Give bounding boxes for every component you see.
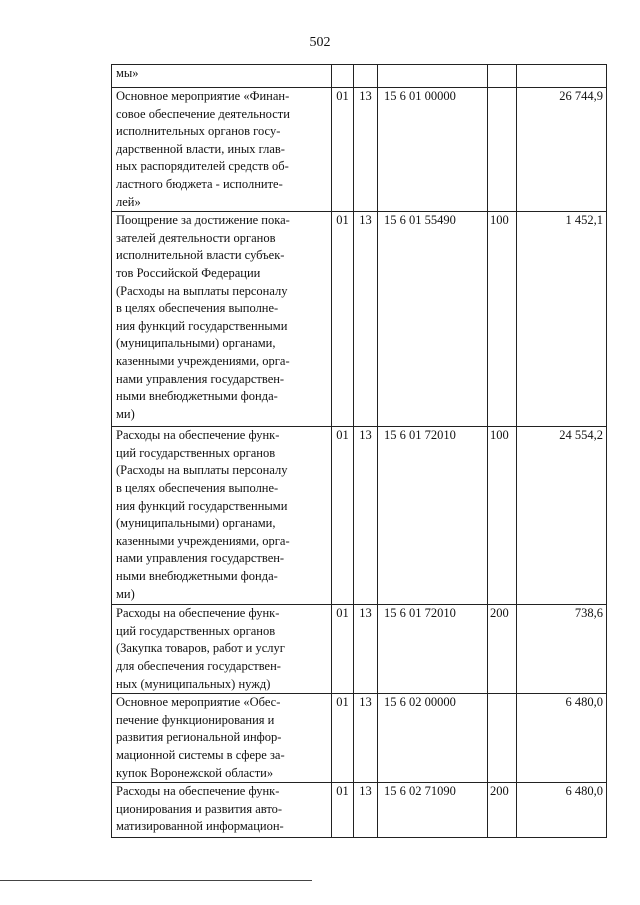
row-section-code: 01: [332, 605, 354, 694]
table-row: [112, 427, 607, 605]
row-amount: 24 554,2: [517, 427, 607, 605]
table-row: [112, 783, 607, 838]
footnote-separator: [0, 880, 312, 881]
table-row: [112, 88, 607, 212]
row-target-article: [378, 65, 488, 88]
row-target-article: 15 6 02 00000: [378, 694, 488, 783]
row-name: Основное мероприятие «Обес- печение функционирования и развития региональной инфор- мационной системы в сфере за- купок Воронежской области»: [112, 694, 332, 783]
row-subsection-code: 13: [354, 88, 378, 212]
row-expense-type: [488, 65, 517, 88]
row-expense-type: 200: [488, 783, 517, 838]
row-target-article: 15 6 01 00000: [378, 88, 488, 212]
row-name: Расходы на обеспечение функ- ционирования и развития авто- матизированной информацион-: [112, 783, 332, 838]
row-name: Расходы на обеспечение функ- ций государственных органов (Расходы на выплаты персоналу в целях обеспечения выполне- ния функций государственными (муниципальными) органами, казенными учреждениями, орга- нами управления государствен- ными внебюджетными фонда- ми): [112, 427, 332, 605]
page-number: 502: [309, 35, 331, 50]
table-row: [112, 212, 607, 427]
row-expense-type: 100: [488, 427, 517, 605]
row-name: мы»: [112, 65, 332, 88]
row-subsection-code: 13: [354, 605, 378, 694]
row-amount: 1 452,1: [517, 212, 607, 427]
row-amount: 6 480,0: [517, 694, 607, 783]
row-expense-type: [488, 88, 517, 212]
row-subsection-code: 13: [354, 427, 378, 605]
row-expense-type: 200: [488, 605, 517, 694]
row-amount: 6 480,0: [517, 783, 607, 838]
row-section-code: 01: [332, 783, 354, 838]
row-section-code: 01: [332, 88, 354, 212]
table-row: [112, 65, 607, 88]
table-row: [112, 605, 607, 694]
table-row: [112, 694, 607, 783]
row-name: Расходы на обеспечение функ- ций государственных органов (Закупка товаров, работ и услуг для обеспечения государствен- ных (муниципальных) нужд): [112, 605, 332, 694]
row-target-article: 15 6 01 55490: [378, 212, 488, 427]
budget-table: [111, 64, 607, 838]
row-amount: 738,6: [517, 605, 607, 694]
row-subsection-code: 13: [354, 694, 378, 783]
row-section-code: 01: [332, 212, 354, 427]
row-target-article: 15 6 01 72010: [378, 427, 488, 605]
row-target-article: 15 6 02 71090: [378, 783, 488, 838]
row-subsection-code: 13: [354, 212, 378, 427]
row-expense-type: [488, 694, 517, 783]
row-name: Поощрение за достижение пока- зателей деятельности органов исполнительной власти субъек- тов Российской Федерации (Расходы на выплаты персоналу в целях обеспечения выполне- ния функций государственными (муниципальными) органами, казенными учреждениями, орга- нами управления государствен- ными внебюджетными фонда- ми): [112, 212, 332, 427]
row-section-code: 01: [332, 427, 354, 605]
row-subsection-code: 13: [354, 783, 378, 838]
row-target-article: 15 6 01 72010: [378, 605, 488, 694]
row-name: Основное мероприятие «Финан- совое обеспечение деятельности исполнительных органов госу- дарственной власти, иных глав- ных распорядителей средств об- ластного бюджета - исполните- лей»: [112, 88, 332, 212]
row-expense-type: 100: [488, 212, 517, 427]
row-amount: [517, 65, 607, 88]
row-section-code: 01: [332, 694, 354, 783]
row-section-code: [332, 65, 354, 88]
row-amount: 26 744,9: [517, 88, 607, 212]
row-subsection-code: [354, 65, 378, 88]
